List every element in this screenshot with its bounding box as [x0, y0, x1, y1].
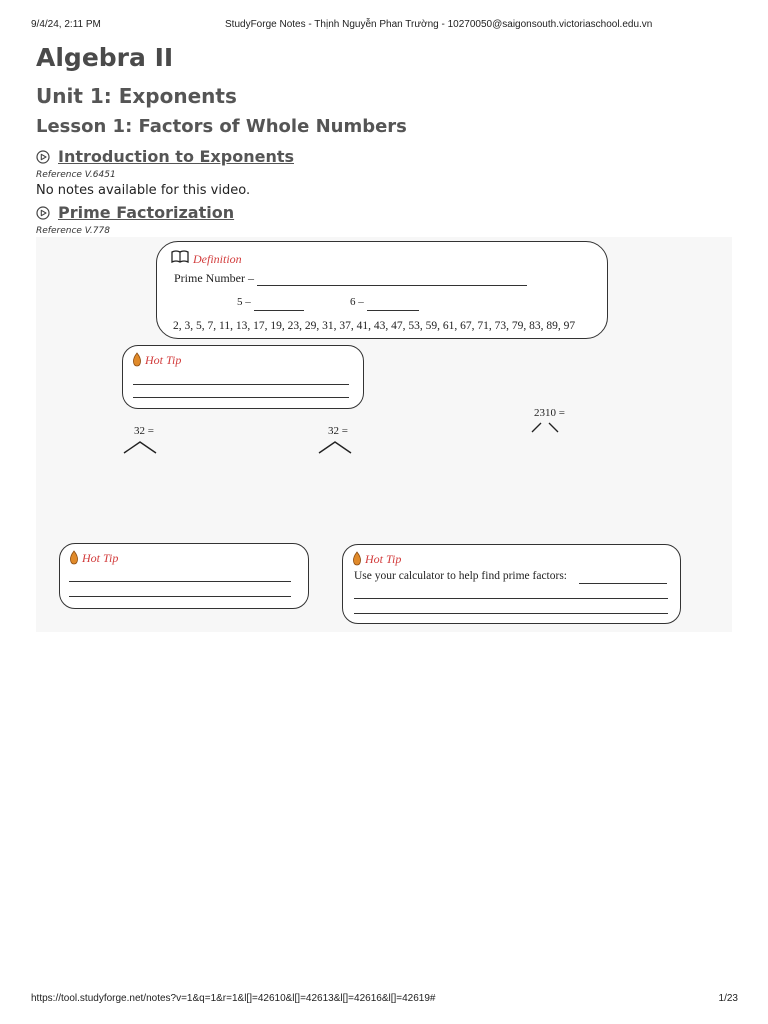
- five-label: 5 –: [237, 296, 251, 308]
- answer-line: [254, 310, 304, 311]
- play-circle-icon[interactable]: [36, 150, 50, 164]
- factor-tree-branch: [122, 440, 158, 454]
- factor-tree-label: 2310 =: [534, 407, 565, 419]
- factor-tree-branch: [317, 440, 353, 454]
- video-link-prime[interactable]: Prime Factorization: [58, 203, 235, 222]
- answer-line: [354, 613, 668, 614]
- hot-tip-title: Hot Tip: [82, 551, 119, 565]
- print-url: https://tool.studyforge.net/notes?v=1&q=1&r=1&l[]=42610&l[]=42613&l[]=42616&l[]=42619#: [31, 993, 436, 1004]
- flame-icon: [132, 352, 142, 367]
- hot-tip-title: Hot Tip: [365, 552, 402, 566]
- answer-line: [354, 598, 668, 599]
- video-reference: Reference V.778: [36, 226, 110, 236]
- prime-number-label: Prime Number –: [174, 271, 254, 285]
- page-number: 1/23: [718, 993, 738, 1004]
- course-title: Algebra II: [36, 43, 174, 72]
- print-datetime: 9/4/24, 2:11 PM: [31, 19, 101, 30]
- play-circle-icon[interactable]: [36, 206, 50, 220]
- calculator-tip-text: Use your calculator to help find prime factors:: [354, 570, 567, 582]
- answer-line: [133, 384, 349, 385]
- six-label: 6 –: [350, 296, 364, 308]
- flame-icon: [352, 551, 362, 566]
- definition-box: [156, 241, 608, 339]
- unit-title: Unit 1: Exponents: [36, 84, 237, 108]
- print-title: StudyForge Notes - Thịnh Nguyễn Phan Trường - 10270050@saigonsouth.victoriaschool.edu.vn: [225, 19, 653, 30]
- hot-tip-box: [122, 345, 364, 409]
- hot-tip-box: [59, 543, 309, 609]
- lesson-title: Lesson 1: Factors of Whole Numbers: [36, 116, 407, 137]
- factor-tree-label: 32 =: [328, 425, 348, 437]
- answer-line: [257, 285, 527, 286]
- video-link-intro[interactable]: Introduction to Exponents: [58, 147, 294, 166]
- calculator-tip-box: [342, 544, 681, 624]
- video-note: No notes available for this video.: [36, 183, 251, 198]
- factor-tree-label: 32 =: [134, 425, 154, 437]
- prime-list: 2, 3, 5, 7, 11, 13, 17, 19, 23, 29, 31, 37, 41, 43, 47, 53, 59, 61, 67, 71, 73, 79, 83, 89, 97: [173, 320, 576, 332]
- answer-line: [367, 310, 419, 311]
- factor-tree-branch: [530, 420, 564, 434]
- answer-line: [69, 581, 291, 582]
- answer-line: [133, 397, 349, 398]
- video-reference: Reference V.6451: [36, 170, 116, 180]
- flame-icon: [69, 550, 79, 565]
- hot-tip-title: Hot Tip: [145, 353, 182, 367]
- worksheet-image: [36, 237, 732, 632]
- video-item-intro[interactable]: [36, 147, 294, 166]
- video-item-prime[interactable]: [36, 203, 234, 222]
- book-icon: [171, 250, 189, 264]
- answer-line: [579, 583, 667, 584]
- answer-line: [69, 596, 291, 597]
- definition-title: Definition: [193, 252, 242, 266]
